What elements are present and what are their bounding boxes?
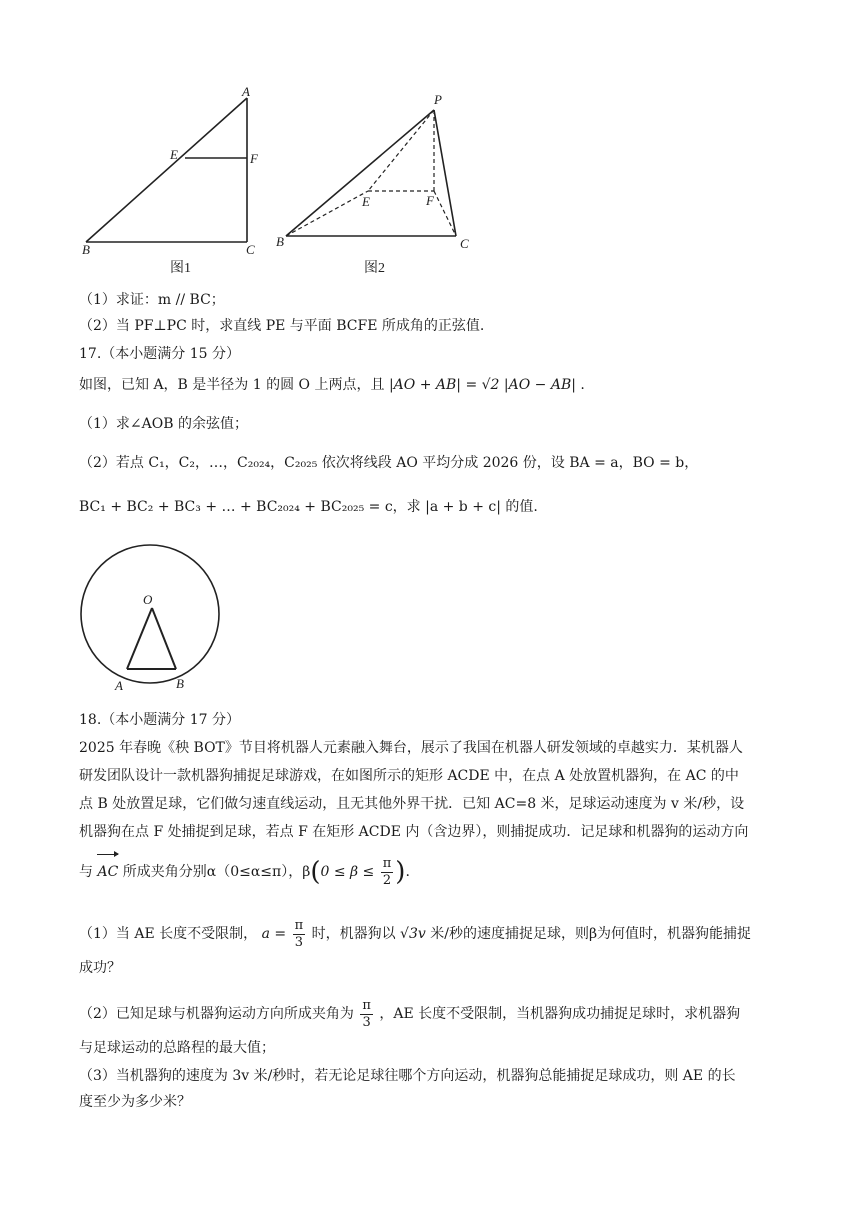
q17-heading: 17.（本小题满分 15 分） [79, 346, 240, 362]
q18-part1-a: （1）当 AE 长度不受限制， [79, 926, 258, 942]
fig1-label-e: E [170, 147, 178, 162]
fig1-label-f: F [250, 151, 258, 166]
q18-para2: 研发团队设计一款机器狗捕捉足球游戏，在如图所示的矩形 ACDE 中，在点 A 处放置机器狗，在 AC 的中 [79, 768, 739, 784]
fig2-caption: 图2 [364, 261, 385, 276]
fig1-label-a: A [242, 84, 250, 99]
q18-heading: 18.（本小题满分 17 分） [79, 712, 240, 728]
q18-part1-b: a = [261, 926, 287, 942]
frac-num: π [294, 917, 304, 933]
fig2-label-p: P [434, 92, 442, 107]
frac-den: 3 [294, 934, 303, 950]
q18-part3-line1: （3）当机器狗的速度为 3v 米/秒时，若无论足球往哪个方向运动，机器狗总能捕捉足球成功，则 AE 的长 [79, 1068, 736, 1084]
figure-2 [272, 88, 482, 278]
frac-den: 3 [362, 1014, 371, 1030]
fig2-label-b: B [276, 234, 284, 249]
vector-ac: AC [97, 855, 118, 889]
circle-label-a: A [115, 678, 123, 693]
fig2-label-f: F [426, 193, 434, 208]
q17-part2-line1: （2）若点 C₁，C₂，…，C₂₀₂₄，C₂₀₂₅ 依次将线段 AO 平均分成 2026 份，设 BA = a，BO = b， [79, 455, 699, 471]
q17-part1: （1）求∠AOB 的余弦值； [79, 416, 248, 432]
fig2-label-e: E [362, 194, 370, 209]
q18-part2-line2: 与足球运动的总路程的最大值； [79, 1040, 275, 1056]
frac-den: 2 [382, 872, 392, 888]
q18-part1-c: 时，机器狗以 [311, 926, 396, 942]
q18-part1-line1 [79, 916, 751, 952]
frac-num: π [362, 997, 371, 1013]
q18-part1-line2: 成功？ [79, 960, 121, 976]
figure-1 [80, 82, 270, 278]
q18-part2-a: （2）已知足球与机器狗运动方向所成夹角为 [79, 1006, 354, 1022]
circle-figure [78, 540, 228, 696]
q17-part2-line2: BC₁ + BC₂ + BC₃ + … + BC₂₀₂₄ + BC₂₀₂₅ = c，求 |a + b + c| 的值. [79, 499, 538, 515]
circle-label-b: B [176, 676, 184, 691]
fig1-label-b: B [82, 242, 90, 257]
q18-part1-e: 米/秒的速度捕捉足球，则β为何值时，机器狗能捕捉 [430, 926, 752, 942]
frac-num: π [382, 855, 392, 871]
q16-part2: （2）当 PF⊥PC 时，求直线 PE 与平面 BCFE 所成角的正弦值. [79, 318, 485, 334]
circle-label-o: O [143, 592, 153, 607]
fig2-label-c: C [460, 236, 469, 251]
fraction-pi-over-2 [381, 856, 394, 889]
q18-para5-c: 0 ≤ β ≤ [320, 864, 375, 880]
q18-part2-line1 [79, 996, 740, 1032]
fraction-pi-over-3 [293, 918, 306, 951]
q18-para4: 机器狗在点 F 处捕捉到足球，若点 F 在矩形 ACDE 内（含边界），则捕捉成功．记足球和机器狗的运动方向 [79, 824, 749, 840]
fig1-label-c: C [246, 242, 255, 257]
q17-stem [79, 375, 585, 395]
q18-para5-b: 所成夹角分别α（0≤α≤π），β [122, 864, 311, 880]
fig1-caption: 图1 [170, 261, 191, 276]
q18-part3-line2: 度至少为多少米？ [79, 1094, 191, 1110]
q18-part2-b: ，AE 长度不受限制，当机器狗成功捕捉足球时，求机器狗 [379, 1006, 741, 1022]
q18-para3: 点 B 处放置足球，它们做匀速直线运动，且无其他外界干扰．已知 AC=8 米，足球运动速度为 v 米/秒，设 [79, 796, 745, 812]
q17-stem-text: 如图，已知 A，B 是半径为 1 的圆 O 上两点，且 [79, 377, 385, 393]
q18-para5: 与 AC 所成夹角分别α（0≤α≤π），β(0 ≤ β ≤ $\frac{\pi}{2}$ ). [79, 855, 410, 888]
q16-part1: （1）求证：m // BC； [79, 292, 225, 308]
q18-para1: 2025 年春晚《秧 BOT》节目将机器人元素融入舞台，展示了我国在机器人研发领域的卓越实力．某机器人 [79, 740, 743, 756]
q18-part1-d: √3v [400, 926, 426, 942]
fraction-pi-over-3 [360, 998, 373, 1031]
q17-stem-end: . [580, 377, 585, 393]
q17-stem-formula: |AO + AB| = √2 |AO − AB| [388, 377, 576, 393]
q18-para5-a: 与 [79, 864, 93, 880]
